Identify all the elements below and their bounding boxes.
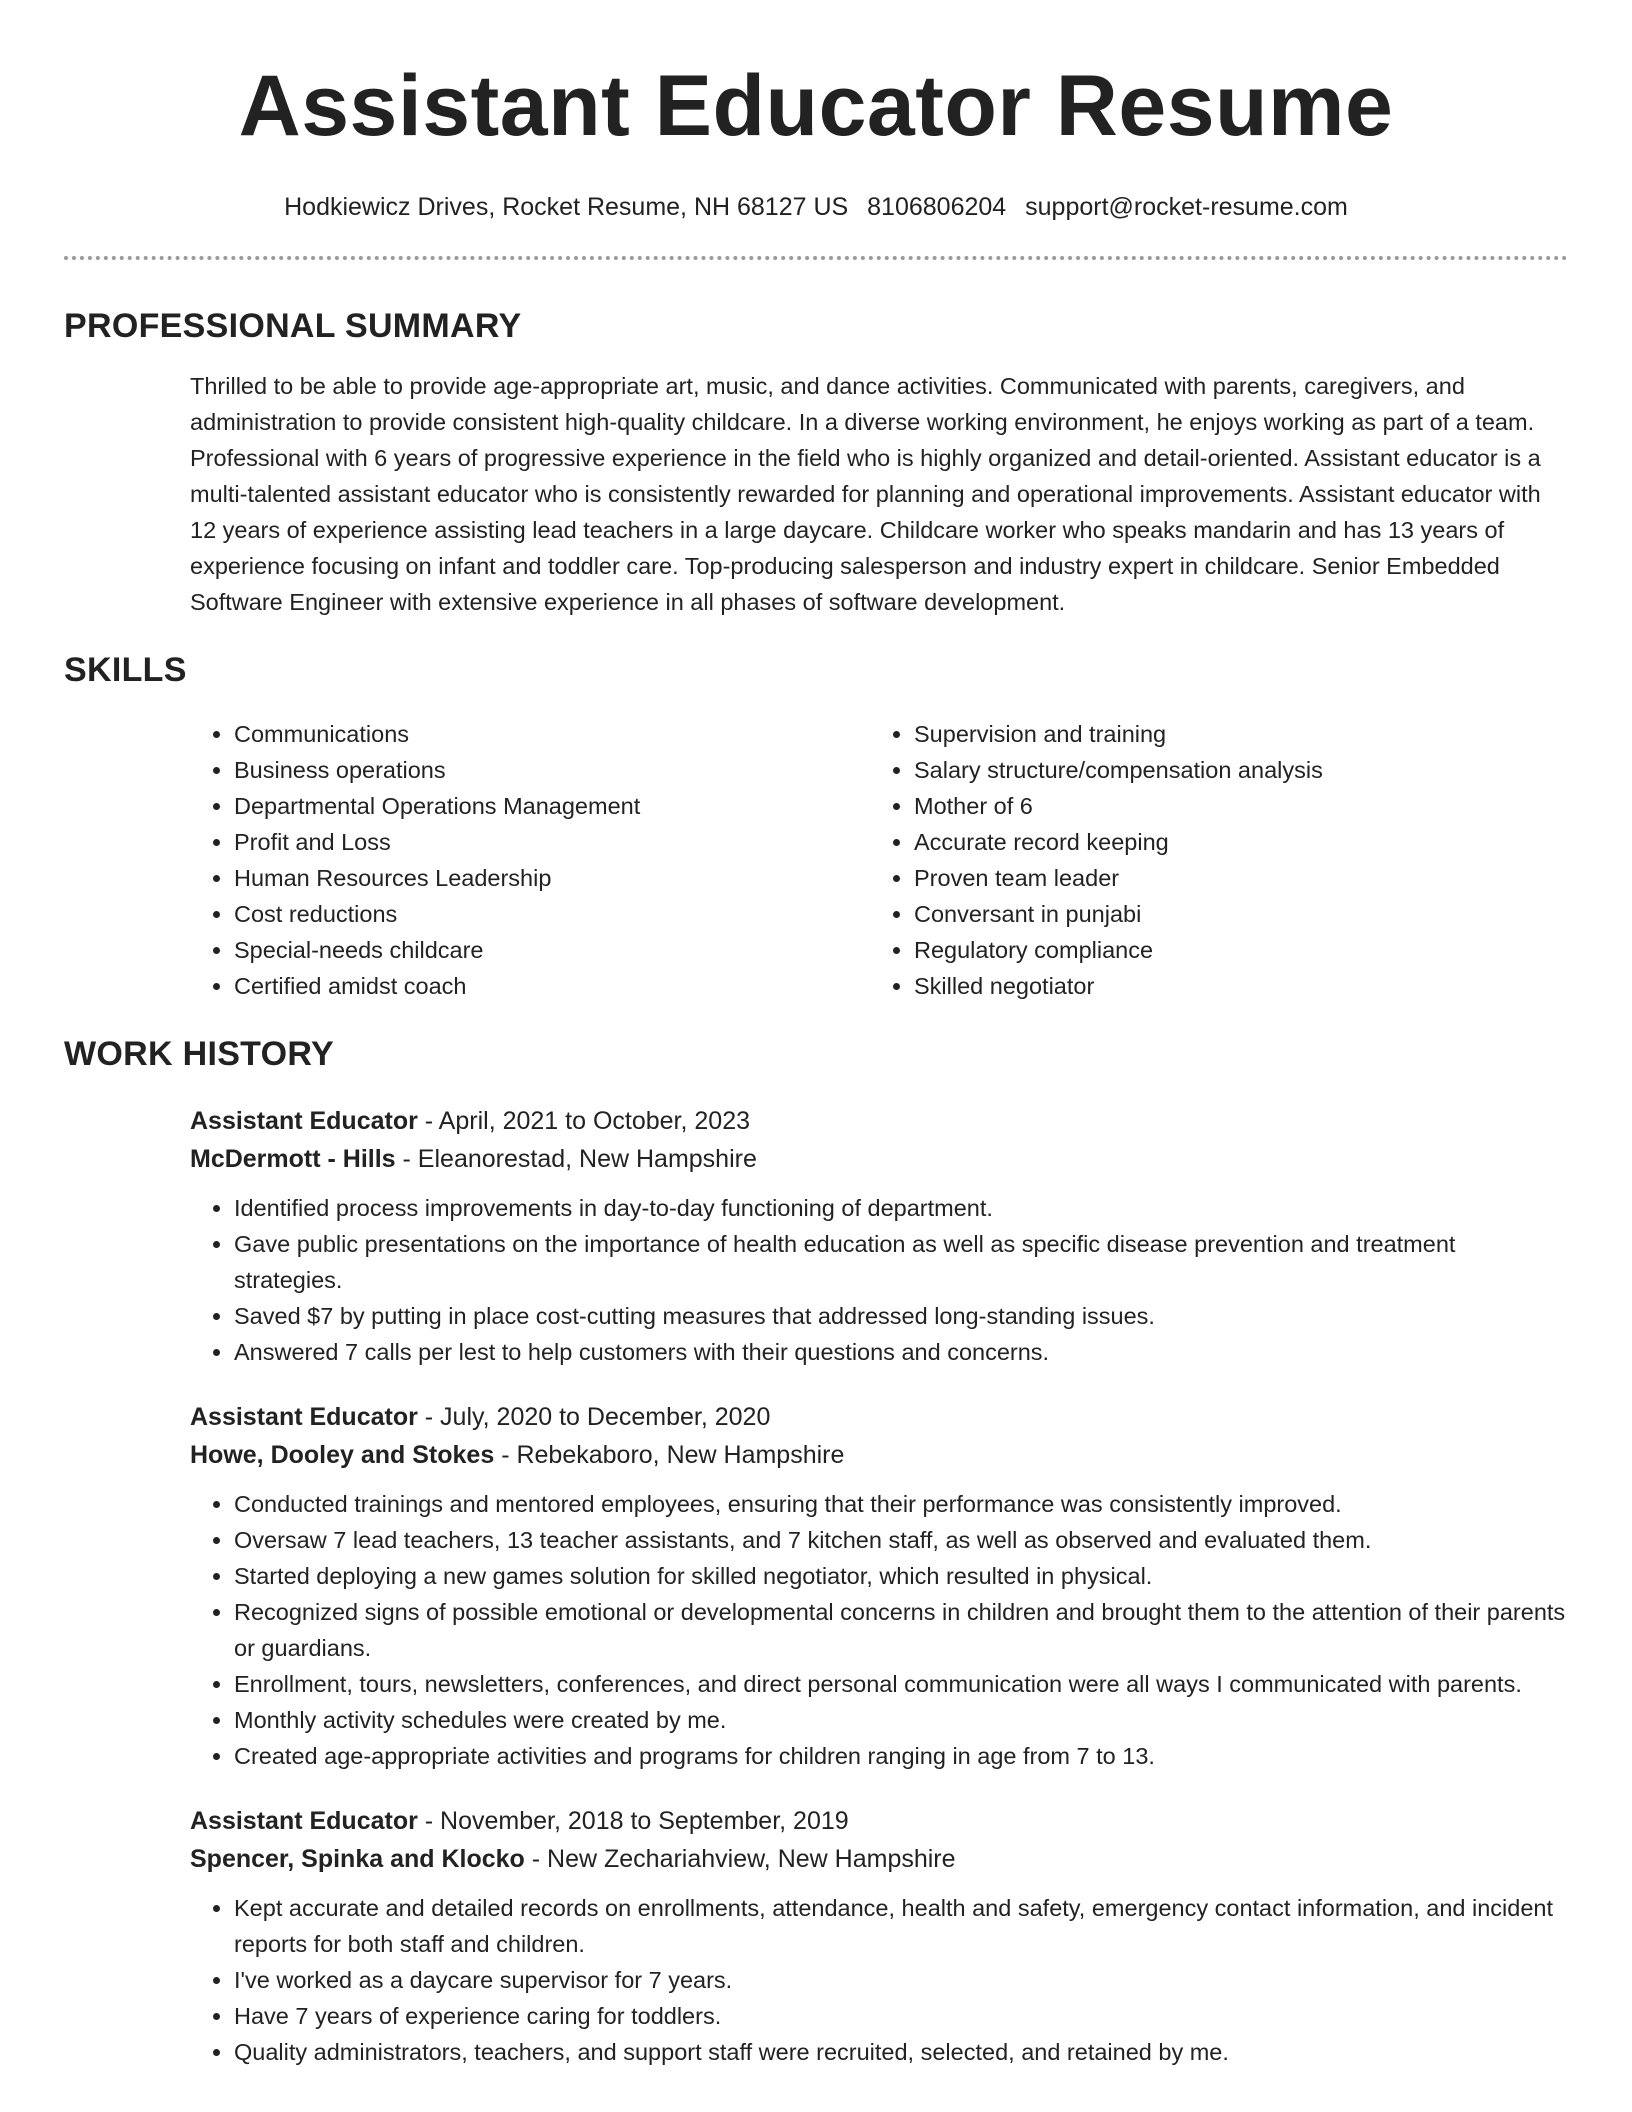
job-company-line (190, 1840, 1568, 1878)
job-bullet: • Gave public presentations on the importance of health education as well as specific disease prevention and treatment strategies. (234, 1226, 1568, 1298)
job-dates: - April, 2021 to October, 2023 (417, 1107, 750, 1135)
job-bullet: • Have 7 years of experience caring for toddlers. (234, 1998, 1568, 2034)
job-company: McDermott - Hills (190, 1145, 396, 1173)
job-bullet: • Created age-appropriate activities and programs for children ranging in age from 7 to 13. (234, 1738, 1568, 1774)
job-title: Assistant Educator (190, 1403, 418, 1431)
skill-item: • Accurate record keeping (914, 824, 1550, 860)
skills-heading: SKILLS (64, 651, 187, 689)
job-bullet: • I've worked as a daycare supervisor for 7 years. (234, 1962, 1568, 1998)
skill-item: • Business operations (234, 752, 870, 788)
job-bullet: • Monthly activity schedules were created by me. (234, 1702, 1568, 1738)
job-bullets (190, 1486, 1568, 1774)
work-history-heading: WORK HISTORY (64, 1035, 334, 1073)
job-bullets (190, 1890, 1568, 2070)
job-bullet: • Kept accurate and detailed records on enrollments, attendance, health and safety, emergency contact information, and incident reports for both staff and children. (234, 1890, 1568, 1962)
job-dates: - November, 2018 to September, 2019 (417, 1807, 849, 1835)
job-bullet: • Quality administrators, teachers, and support staff were recruited, selected, and retained by me. (234, 2034, 1568, 2070)
job-company-line (190, 1436, 1568, 1474)
skill-item: • Mother of 6 (914, 788, 1550, 824)
job-entry (64, 1102, 1568, 1370)
job-bullet: • Started deploying a new games solution for skilled negotiator, which resulted in physical. (234, 1558, 1568, 1594)
job-company: Howe, Dooley and Stokes (190, 1441, 495, 1469)
job-bullet: • Oversaw 7 lead teachers, 13 teacher assistants, and 7 kitchen staff, as well as observed and evaluated them. (234, 1522, 1568, 1558)
job-title: Assistant Educator (190, 1807, 418, 1835)
job-bullets (190, 1190, 1568, 1370)
job-title-line (190, 1802, 1568, 1840)
job-entry (64, 1398, 1568, 1774)
header-divider (64, 256, 1568, 260)
contact-address: Hodkiewicz Drives, Rocket Resume, NH 68127 US (284, 193, 849, 221)
skill-item: • Profit and Loss (234, 824, 870, 860)
skill-item: • Cost reductions (234, 896, 870, 932)
skills-column-right (870, 716, 1550, 1004)
contact-email: support@rocket-resume.com (1025, 193, 1348, 221)
skill-item: • Special-needs childcare (234, 932, 870, 968)
skill-item: • Skilled negotiator (914, 968, 1550, 1004)
contact-phone: 8106806204 (867, 193, 1007, 221)
job-dates: - July, 2020 to December, 2020 (417, 1403, 771, 1431)
job-bullet: • Saved $7 by putting in place cost-cutting measures that addressed long-standing issues. (234, 1298, 1568, 1334)
job-location: - Eleanorestad, New Hampshire (395, 1145, 757, 1173)
skill-item: • Salary structure/compensation analysis (914, 752, 1550, 788)
job-title-line (190, 1102, 1568, 1140)
skill-item: • Departmental Operations Management (234, 788, 870, 824)
summary-text: Thrilled to be able to provide age-appropriate art, music, and dance activities. Communicated with parents, caregivers, and administration to provide consistent high-quality childcare. In a diverse working environment, he enjoys working as part of a team. Professional with 6 years of progressive experience in the field who is highly organized and detail-oriented. Assistant educator is a multi-talented assistant educator who is consistently rewarded for planning and operational improvements. Assistant educator with 12 years of experience assisting lead teachers in a large daycare. Childcare worker who speaks mandarin and has 13 years of experience focusing on infant and toddler care. Top-producing salesperson and industry expert in childcare. Senior Embedded Software Engineer with extensive experience in all phases of software development. (190, 373, 1541, 615)
job-title: Assistant Educator (190, 1107, 418, 1135)
contact-line (64, 192, 1568, 222)
job-entry (64, 1802, 1568, 2070)
job-company-line (190, 1140, 1568, 1178)
job-title-line (190, 1398, 1568, 1436)
resume-title: Assistant Educator Resume (238, 58, 1394, 154)
job-company: Spencer, Spinka and Klocko (190, 1845, 525, 1873)
summary-heading: PROFESSIONAL SUMMARY (64, 307, 522, 345)
skill-item: • Regulatory compliance (914, 932, 1550, 968)
skills-list (64, 716, 1568, 1004)
skill-item: • Human Resources Leadership (234, 860, 870, 896)
job-bullet: • Conducted trainings and mentored employees, ensuring that their performance was consistently improved. (234, 1486, 1568, 1522)
job-bullet: • Enrollment, tours, newsletters, conferences, and direct personal communication were all ways I communicated with parents. (234, 1666, 1568, 1702)
job-bullet: • Answered 7 calls per lest to help customers with their questions and concerns. (234, 1334, 1568, 1370)
skill-item: • Supervision and training (914, 716, 1550, 752)
job-bullet: • Identified process improvements in day-to-day functioning of department. (234, 1190, 1568, 1226)
job-location: - Rebekaboro, New Hampshire (494, 1441, 845, 1469)
skill-item: • Communications (234, 716, 870, 752)
skill-item: • Conversant in punjabi (914, 896, 1550, 932)
skill-item: • Certified amidst coach (234, 968, 870, 1004)
skills-column-left (190, 716, 870, 1004)
job-bullet: • Recognized signs of possible emotional or developmental concerns in children and brought them to the attention of their parents or guardians. (234, 1594, 1568, 1666)
skill-item: • Proven team leader (914, 860, 1550, 896)
job-location: - New Zechariahview, New Hampshire (524, 1845, 956, 1873)
